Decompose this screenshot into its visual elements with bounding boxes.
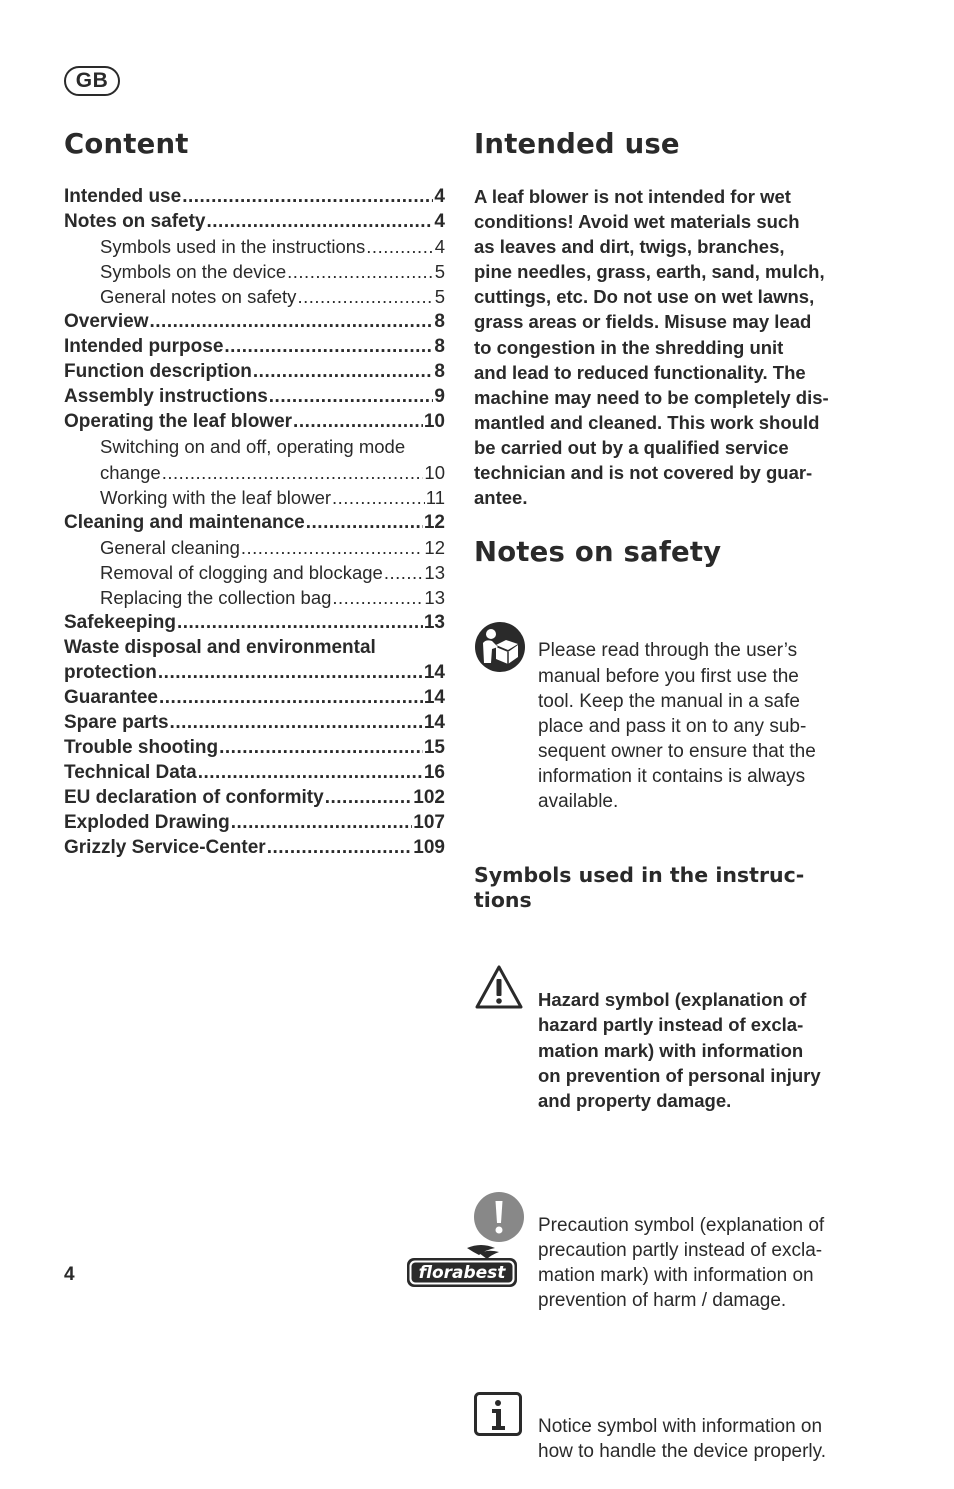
toc-page-number: 102 bbox=[413, 787, 445, 809]
toc-label: Switching on and off, operating mode bbox=[100, 436, 406, 458]
toc-leader-dots bbox=[287, 259, 434, 284]
toc-leader-dots bbox=[253, 359, 434, 384]
toc-row bbox=[64, 434, 445, 459]
toc-page-number: 109 bbox=[413, 837, 445, 859]
toc-leader-dots bbox=[158, 660, 423, 685]
toc-label: Trouble shooting bbox=[64, 737, 219, 759]
toc-label: Grizzly Service-Center bbox=[64, 837, 266, 859]
toc-leader-dots bbox=[306, 510, 423, 535]
toc-row bbox=[64, 184, 445, 209]
intended-use-heading: Intended use bbox=[474, 128, 680, 160]
toc-leader-dots bbox=[269, 384, 434, 409]
toc-row bbox=[64, 309, 445, 334]
toc-leader-dots bbox=[241, 535, 424, 560]
toc-label: Cleaning and maintenance bbox=[64, 511, 305, 533]
toc-label: Safekeeping bbox=[64, 611, 176, 633]
toc-page-number: 8 bbox=[434, 361, 445, 383]
toc-page-number: 12 bbox=[424, 536, 445, 558]
toc-leader-dots bbox=[325, 785, 413, 810]
toc-label: Working with the leaf blower bbox=[100, 486, 332, 508]
toc-label: EU declaration of conformity bbox=[64, 787, 324, 809]
toc-label: Spare parts bbox=[64, 711, 169, 733]
toc-page-number: 5 bbox=[434, 286, 445, 308]
toc-label: Exploded Drawing bbox=[64, 812, 230, 834]
toc-row bbox=[64, 760, 445, 785]
toc-row bbox=[64, 209, 445, 234]
toc-row bbox=[64, 535, 445, 560]
toc-page-number: 11 bbox=[425, 486, 445, 508]
toc-page-number: 4 bbox=[434, 186, 445, 207]
logo-wordmark: florabest bbox=[418, 1263, 506, 1283]
toc-label: Removal of clogging and blockage bbox=[100, 561, 383, 583]
toc-page-number: 4 bbox=[434, 236, 445, 258]
toc-page-number: 8 bbox=[434, 336, 445, 358]
toc-page-number: 13 bbox=[424, 586, 445, 608]
toc-label: Waste disposal and environmental bbox=[64, 636, 376, 658]
toc-page-number: 12 bbox=[423, 511, 445, 533]
toc-page-number: 107 bbox=[413, 812, 445, 834]
toc-label: Symbols used in the instructions bbox=[100, 236, 366, 258]
precaution-exclamation-icon bbox=[474, 1167, 524, 1249]
read-manual-block bbox=[474, 588, 860, 839]
toc-page-number: 15 bbox=[423, 737, 445, 759]
toc-row bbox=[64, 284, 445, 309]
precaution-symbol-text: Precaution symbol (explanation of precaution partly instead of excla- mation mark) with information on prevention of harm / damage. bbox=[538, 1215, 825, 1312]
toc-label: Notes on safety bbox=[64, 211, 206, 233]
precaution-symbol-block bbox=[474, 1163, 860, 1339]
toc-row bbox=[64, 685, 445, 710]
read-manual-text: Please read through the user’s manual before you first use the tool. Keep the manual in a safe place and pass it on to any sub- sequent owner to ensure that the information it contains is always available. bbox=[538, 640, 816, 812]
toc-page-number: 8 bbox=[434, 311, 445, 333]
toc-page-number: 13 bbox=[423, 611, 445, 633]
table-of-contents bbox=[64, 184, 445, 860]
toc-leader-dots bbox=[231, 810, 413, 835]
toc-row bbox=[64, 635, 445, 660]
toc-row bbox=[64, 810, 445, 835]
toc-leader-dots bbox=[332, 585, 423, 610]
toc-leader-dots bbox=[159, 685, 423, 710]
toc-row bbox=[64, 384, 445, 409]
toc-row bbox=[64, 585, 445, 610]
page-number: 4 bbox=[64, 1264, 75, 1285]
toc-label: General notes on safety bbox=[100, 286, 297, 308]
toc-row bbox=[64, 259, 445, 284]
florabest-logo bbox=[405, 1244, 519, 1295]
intended-use-text: A leaf blower is not intended for wet conditions! Avoid wet materials such as leaves and dirt, twigs, branches, pine needles, grass, earth, sand, mulch, cuttings, etc. Do not use on wet lawns, grass areas or fields. Misuse may lead to congestion in the shredding unit and lead to reduced functionality. The machine may need to be completely dis- mantled and cleaned. This work should be carried out by a qualified service technician and is not covered by guar- antee. bbox=[474, 186, 829, 509]
intended-use-column bbox=[474, 126, 860, 1489]
toc-row bbox=[64, 460, 445, 485]
toc-page-number: 5 bbox=[434, 261, 445, 283]
toc-row bbox=[64, 359, 445, 384]
toc-label: Symbols on the device bbox=[100, 261, 287, 283]
toc-label: Function description bbox=[64, 361, 252, 383]
toc-label: General cleaning bbox=[100, 536, 240, 558]
toc-page-number: 16 bbox=[423, 762, 445, 784]
toc-row bbox=[64, 710, 445, 735]
toc-leader-dots bbox=[224, 334, 433, 359]
toc-leader-dots bbox=[162, 460, 424, 485]
toc-label: protection bbox=[64, 661, 157, 683]
toc-page-number: 14 bbox=[423, 711, 445, 733]
content-heading: Content bbox=[64, 128, 189, 160]
hazard-symbol-text: Hazard symbol (explanation of hazard partly instead of excla- mation mark) with information on prevention of personal injury and property damage. bbox=[538, 989, 821, 1111]
hazard-triangle-icon bbox=[474, 939, 524, 1016]
toc-label: Assembly instructions bbox=[64, 386, 268, 408]
toc-row bbox=[64, 234, 445, 259]
toc-page-number: 14 bbox=[423, 686, 445, 708]
toc-label: change bbox=[100, 461, 161, 483]
notes-on-safety-heading: Notes on safety bbox=[474, 536, 722, 569]
toc-label: Intended use bbox=[64, 186, 182, 207]
toc-label: Guarantee bbox=[64, 686, 158, 708]
toc-leader-dots bbox=[219, 735, 423, 760]
toc-leader-dots bbox=[170, 710, 423, 735]
toc-label: Technical Data bbox=[64, 762, 197, 784]
toc-leader-dots bbox=[366, 234, 433, 259]
toc-leader-dots bbox=[198, 760, 423, 785]
toc-page-number: 10 bbox=[424, 461, 445, 483]
toc-row bbox=[64, 409, 445, 434]
notice-symbol-block bbox=[474, 1364, 860, 1489]
toc-page-number: 14 bbox=[423, 661, 445, 683]
toc-leader-dots bbox=[206, 209, 433, 234]
toc-leader-dots bbox=[150, 309, 434, 334]
toc-leader-dots bbox=[267, 835, 413, 860]
toc-row bbox=[64, 835, 445, 860]
toc-label: Operating the leaf blower bbox=[64, 411, 293, 433]
toc-leader-dots bbox=[332, 485, 425, 510]
content-column bbox=[64, 126, 445, 860]
toc-leader-dots bbox=[297, 284, 433, 309]
toc-label: Replacing the collection bag bbox=[100, 586, 332, 608]
toc-page-number: 13 bbox=[424, 561, 445, 583]
toc-row bbox=[64, 785, 445, 810]
info-notice-icon bbox=[474, 1367, 522, 1443]
toc-row bbox=[64, 560, 445, 585]
toc-row bbox=[64, 510, 445, 535]
toc-leader-dots bbox=[293, 409, 423, 434]
language-badge: GB bbox=[64, 66, 120, 96]
toc-row bbox=[64, 610, 445, 635]
toc-row bbox=[64, 735, 445, 760]
toc-label: Overview bbox=[64, 311, 149, 333]
hazard-symbol-block bbox=[474, 937, 860, 1138]
toc-label: Intended purpose bbox=[64, 336, 224, 358]
notice-symbol-text: Notice symbol with information on how to handle the device properly. bbox=[538, 1415, 826, 1462]
toc-leader-dots bbox=[177, 610, 423, 635]
toc-leader-dots bbox=[182, 184, 433, 209]
toc-page-number: 10 bbox=[423, 411, 445, 433]
read-manual-icon bbox=[474, 596, 526, 680]
toc-row bbox=[64, 660, 445, 685]
symbols-heading: Symbols used in the instruc- tions bbox=[474, 863, 805, 913]
toc-leader-dots bbox=[384, 560, 424, 585]
toc-page-number: 4 bbox=[434, 211, 445, 233]
toc-row bbox=[64, 485, 445, 510]
toc-page-number: 9 bbox=[434, 386, 445, 408]
toc-row bbox=[64, 334, 445, 359]
